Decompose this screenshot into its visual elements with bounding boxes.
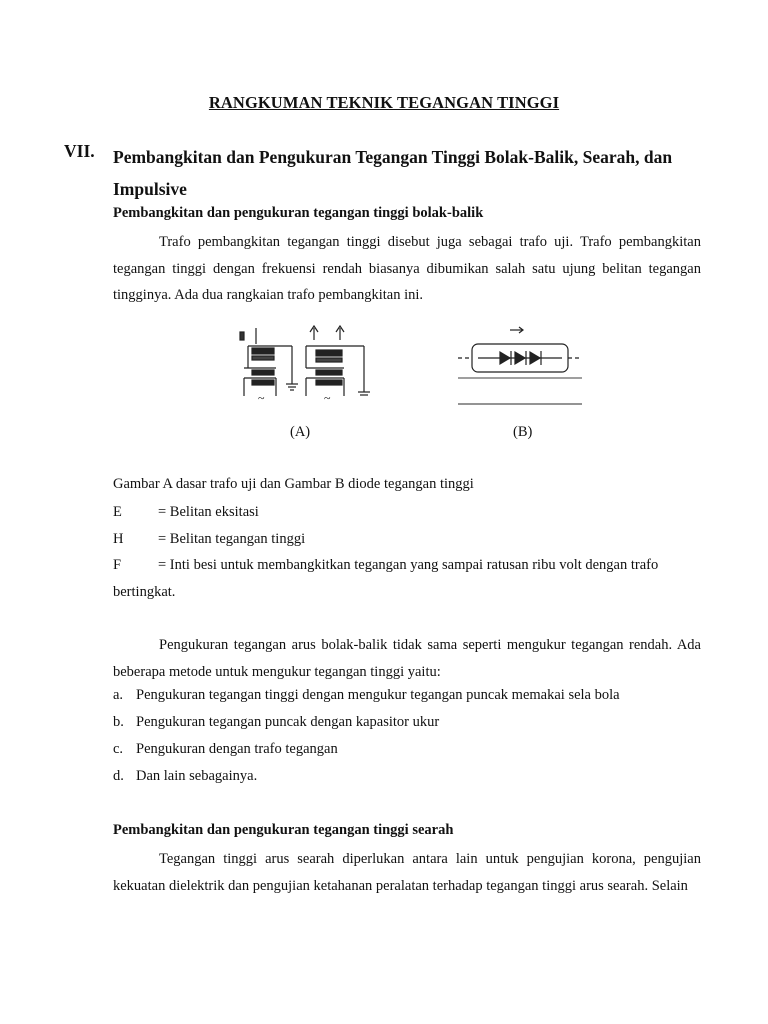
definition-value: = Inti besi untuk membangkitkan tegangan yang sampai ratusan ribu volt dengan trafo bertingkat. (113, 557, 659, 600)
figure-caption-b: (B) (513, 424, 533, 440)
list-marker: a. (113, 687, 124, 703)
list-marker: d. (113, 768, 124, 784)
page-title: RANGKUMAN TEKNIK TEGANGAN TINGGI (208, 93, 560, 112)
list-text: Pengukuran dengan trafo tegangan (136, 741, 338, 757)
section-number: VII. (64, 141, 95, 161)
paragraph-ac-intro: Trafo pembangkitan tegangan tinggi disebut juga sebagai trafo uji. Trafo pembangkitan tegangan tinggi dengan frekuensi rendah biasanya dibumikan salah satu ujung belitan tegangan tingginya. Ada dua rangkaian trafo pembangkitan ini. (113, 234, 701, 303)
definition-e (113, 499, 713, 526)
definition-f (113, 552, 713, 605)
figure-caption-a: (A) (290, 424, 311, 440)
section-title: Pembangkitan dan Pengukuran Tegangan Tinggi Bolak-Balik, Searah, dan Impulsive (113, 147, 673, 199)
paragraph-dc-intro: Tegangan tinggi arus searah diperlukan antara lain untuk pengujian korona, pengujian kekuatan dielektrik dan pengujian ketahanan peralatan terhadap tegangan tinggi arus searah. Selain (113, 851, 701, 894)
ac-source-symbol-left: ~ (258, 391, 265, 405)
definition-value: = Belitan tegangan tinggi (158, 531, 306, 547)
paragraph-measurement: Pengukuran tegangan arus bolak-balik tidak sama seperti mengukur tegangan rendah. Ada beberapa metode untuk mengukur tegangan tinggi yaitu: (113, 637, 701, 680)
list-item (113, 714, 439, 731)
list-marker: b. (113, 714, 124, 730)
subheading-dc: Pembangkitan dan pengukuran tegangan tinggi searah (113, 822, 454, 838)
list-text: Pengukuran tegangan tinggi dengan mengukur tegangan puncak memakai sela bola (136, 687, 620, 703)
list-text: Dan lain sebagainya. (136, 768, 258, 784)
definition-h (113, 526, 713, 553)
definition-value: = Belitan eksitasi (158, 504, 259, 520)
diagram-a-test-transformer (240, 326, 370, 396)
list-item (113, 741, 338, 758)
list-item (113, 687, 620, 704)
list-text: Pengukuran tegangan puncak dengan kapasitor ukur (136, 714, 440, 730)
diagram-b-hv-diode (458, 327, 582, 404)
list-item (113, 768, 257, 785)
ac-source-symbol-right: ~ (324, 391, 331, 405)
definition-key: F (113, 557, 122, 573)
list-marker: c. (113, 741, 124, 757)
subheading-ac: Pembangkitan dan pengukuran tegangan tinggi bolak-balik (113, 205, 484, 221)
figure-description: Gambar A dasar trafo uji dan Gambar B diode tegangan tinggi (113, 476, 474, 492)
definition-key: H (113, 531, 124, 547)
definition-key: E (113, 504, 122, 520)
